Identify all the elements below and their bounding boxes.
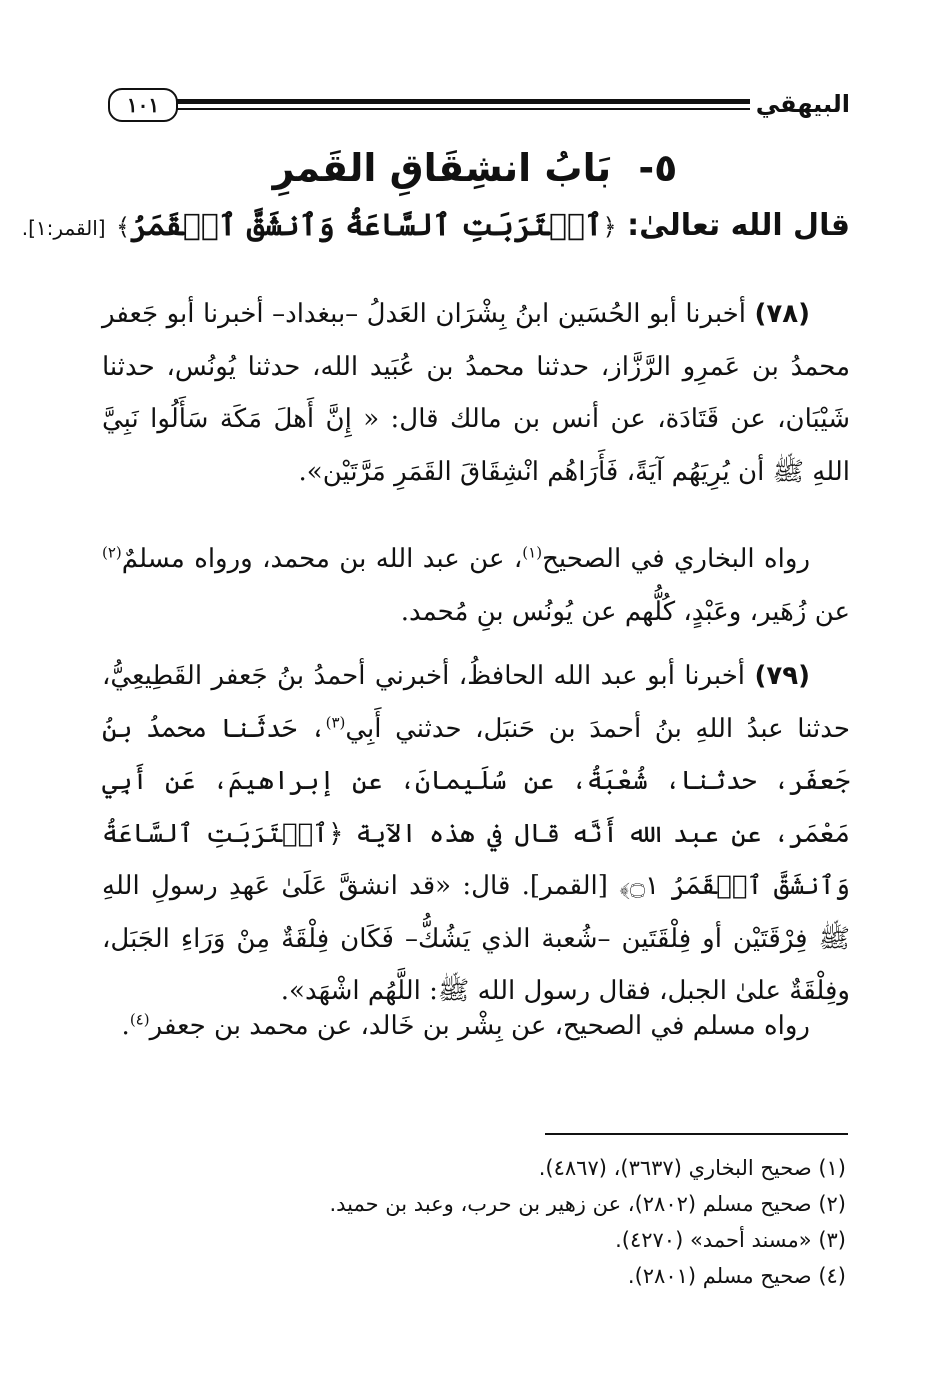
- footnote-4: (٤) صحيح مسلم (٢٨٠١).: [627, 1264, 846, 1288]
- running-header: [108, 84, 850, 126]
- hadith-number: (٧٩): [754, 661, 811, 691]
- verse-prefix: قال الله تعالىٰ:: [627, 208, 850, 243]
- hadith-text: أخبرنا أبو الحُسَين ابنُ بِشْرَان العَدلُ –ببغداد– أخبرنا أبو جَعفر محمدُ بن عَمرِو الرَّزَّاز، حدثنا محمدُ بن عُبَيد الله، حدثنا يُونُس، حدثنا شَيْبَان، عن قَتَادَة، عن أنس بن مالك قال: « إِنَّ أَهلَ مَكَة سَأَلُوا نَبِيَّ اللهِ ﷺ أن يُرِيَهُم آيَةً، فَأَرَاهُم انْشِقَاقَ القَمَرِ مَرَّتَيْن».: [102, 299, 850, 487]
- footnote-ref: (٣): [325, 712, 346, 731]
- quran-verse: ﴿ٱقۡتَرَبَتِ ٱلسَّاعَةُ وَٱنشَقَّ ٱلۡقَمَرُ ۝١﴾: [102, 818, 850, 901]
- riwaya-78: [102, 533, 850, 638]
- book-title: البيهقي: [755, 90, 850, 118]
- hadith-text: [القمر]. قال: «قد انشقَّ عَلَىٰ عَهدِ رسولِ اللهِ ﷺ فِرْقَتَيْن أو فِلْقَتَين –شُعبة الذي يَشُكُّ– فَكَان فِلْقَةٌ مِنْ وَرَاءِ الجَبَل، وفِلْقَةٌ علىٰ الجبل، فقال رسول الله ﷺ: اللَّهُم اشْهَد».: [102, 871, 850, 1006]
- hadith-text: أخبرنا أبو عبد الله الحافظُ، أخبرني أحمدُ بنُ جَعفر القَطِيعِيُّ، حدثنا عبدُ اللهِ بنُ أحمدَ بن حَنبَل، حدثني أَبِي: [102, 661, 850, 744]
- verse-open-ornament: ﴿: [602, 213, 617, 241]
- verse-close-ornament: ﴾: [116, 213, 131, 241]
- footnote-ref: (١): [522, 543, 543, 562]
- footnote-2: (٢) صحيح مسلم (٢٨٠٢)، عن زهير بن حرب، وعبد بن حميد.: [329, 1192, 846, 1216]
- chapter-heading: [100, 140, 850, 196]
- footnote-ref: (٤): [129, 1010, 150, 1029]
- footnote-3: (٣) «مسند أحمد» (٤٢٧٠).: [615, 1228, 846, 1252]
- riwaya-text: عن زُهَير، وعَبْدٍ، كُلُّهم عن يُونُس بنِ مُحمد.: [400, 596, 850, 627]
- quran-verse: ٱقۡتَرَبَتِ ٱلسَّاعَةُ وَٱنشَقَّ ٱلۡقَمَرُ: [130, 208, 603, 243]
- hadith-number: (٧٨): [754, 299, 811, 329]
- footnotes: [240, 1150, 846, 1294]
- footnote-ref: (٢): [102, 543, 122, 562]
- header-rule: [176, 99, 750, 104]
- hadith-78: [102, 288, 850, 498]
- chapter-number: ٥-: [638, 146, 678, 190]
- riwaya-text: رواه مسلم في الصحيح، عن بِشْر بن خَالد، عن محمد بن جعفر: [149, 1011, 810, 1041]
- verse-reference: [القمر:١].: [21, 216, 106, 240]
- footnote-separator: [545, 1133, 848, 1135]
- verse-intro: [21, 200, 850, 254]
- riwaya-end: .: [121, 1011, 130, 1041]
- hadith-79: [102, 650, 850, 1018]
- riwaya-text: رواه البخاري في الصحيح: [542, 544, 810, 574]
- header-rule-thin: [176, 108, 750, 110]
- riwaya-text: ، عن عبد الله بن محمد، ورواه مسلمٌ: [121, 544, 523, 574]
- hadith-text: ، حَدثَنا محمدُ بنُ جَعفَر، حدثنا، شُعْبَةُ، عن سُلَيمانَ، عن إبراهيمَ، عَن أَبِي مَعْمَر، عن عبد الله أَنَّه قال في هذه الآية: [102, 713, 850, 849]
- page-number: ١٠١: [108, 88, 178, 122]
- chapter-title: بَابُ انشِقَاقِ القَمرِ: [272, 146, 612, 190]
- riwaya-79: [102, 1000, 850, 1053]
- footnote-1: (١) صحيح البخاري (٣٦٣٧)، (٤٨٦٧).: [538, 1156, 846, 1180]
